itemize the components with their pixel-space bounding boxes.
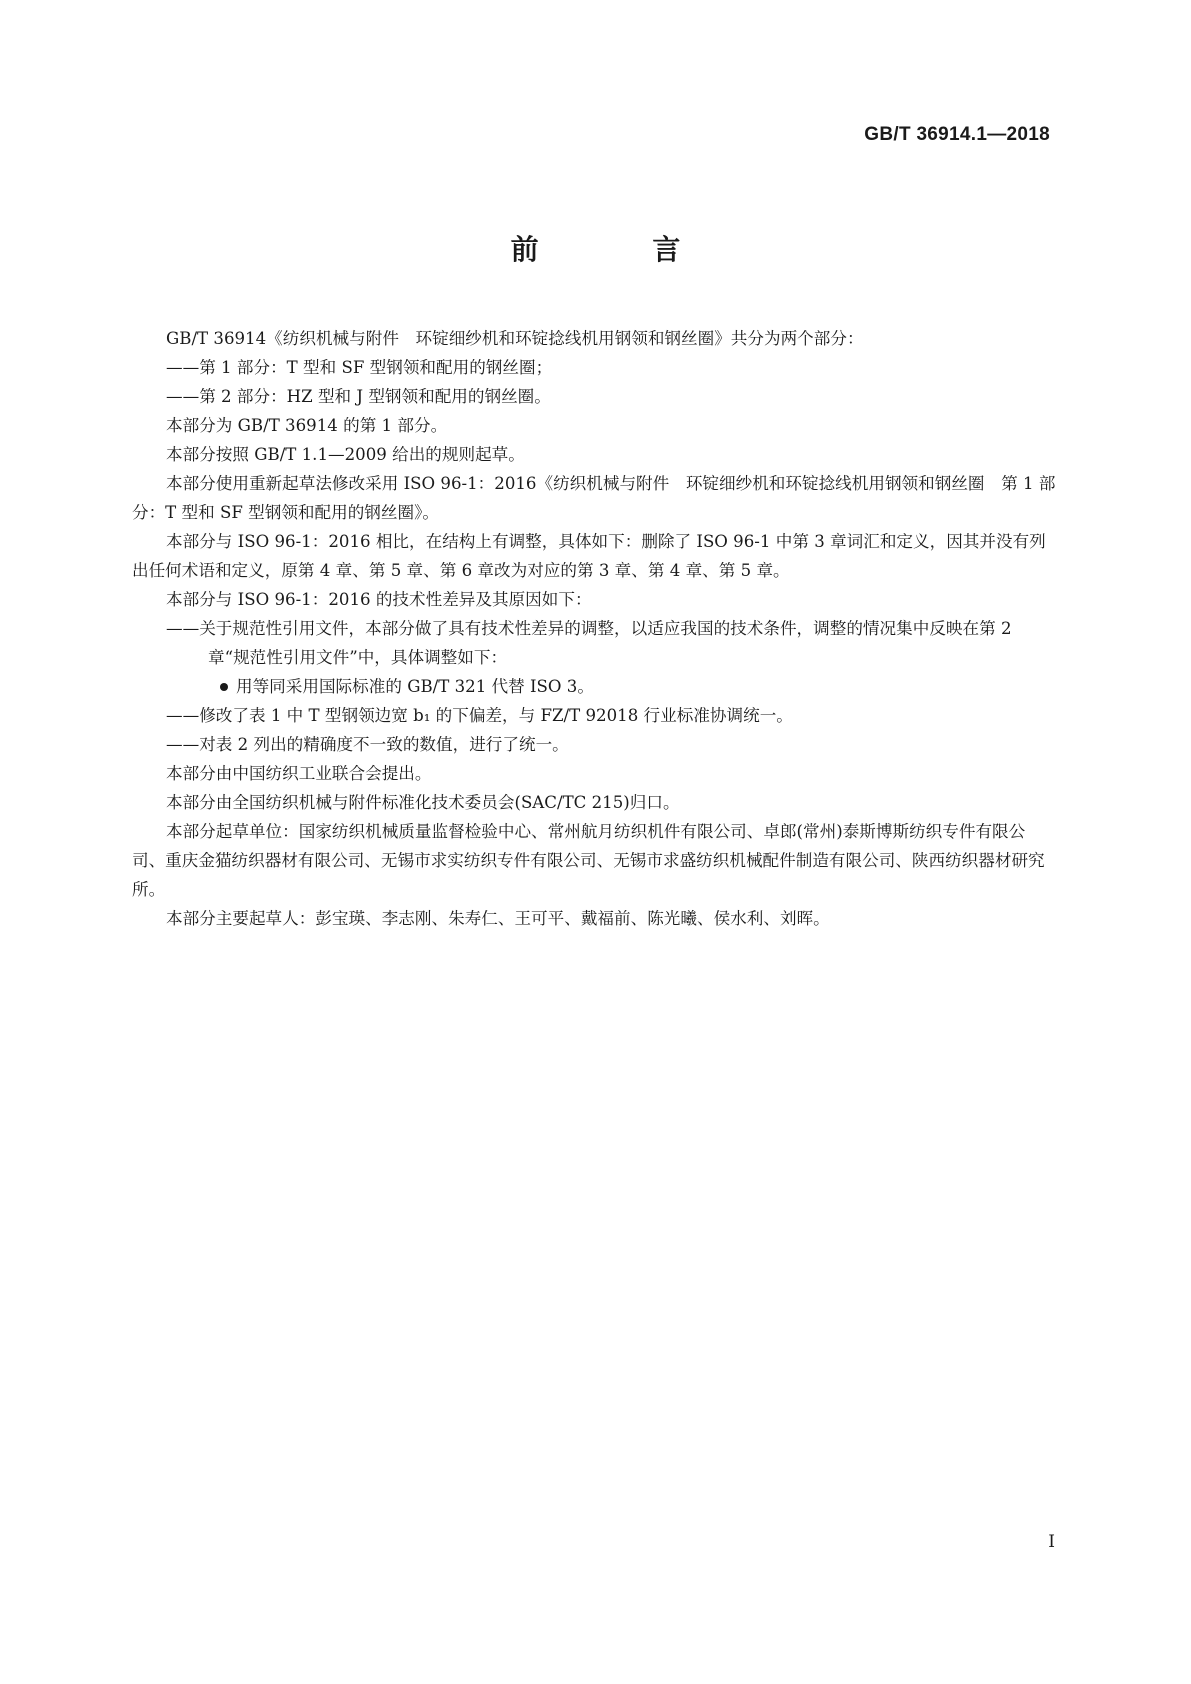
list-item-table-2-change: ——对表 2 列出的精确度不一致的数值，进行了统一。 — [166, 735, 569, 754]
bullet-item — [132, 672, 1057, 701]
paragraph-adoption: 本部分使用重新起草法修改采用 ISO 96-1：2016《纺织机械与附件 环锭细纱机和环锭捻线机用钢领和钢丝圈 第 1 部分：T 型和 SF 型钢领和配用的钢丝圈》。 — [132, 474, 1056, 522]
page-number: I — [1048, 1532, 1055, 1552]
bullet-text: 用等同采用国际标准的 GB/T 321 代替 ISO 3。 — [236, 677, 594, 696]
list-item-part-1: ——第 1 部分：T 型和 SF 型钢领和配用的钢丝圈； — [166, 358, 553, 377]
paragraph-parts-intro: GB/T 36914《纺织机械与附件 环锭细纱机和环锭捻线机用钢领和钢丝圈》共分为两个部分： — [166, 329, 864, 348]
bullet-icon — [220, 683, 228, 691]
standard-code: GB/T 36914.1—2018 — [864, 124, 1050, 145]
paragraph-structure-changes: 本部分与 ISO 96-1：2016 相比，在结构上有调整，具体如下：删除了 ISO 96-1 中第 3 章词汇和定义，因其并没有列出任何术语和定义，原第 4 章、第 5 章、第 6 章改为对应的第 3 章、第 4 章、第 5 章。 — [132, 532, 1046, 580]
paragraph-proposer: 本部分由中国纺织工业联合会提出。 — [166, 764, 432, 783]
list-item-table-1-change: ——修改了表 1 中 T 型钢领边宽 b₁ 的下偏差，与 FZ/T 92018 行业标准协调统一。 — [166, 706, 793, 725]
list-item-part-2: ——第 2 部分：HZ 型和 J 型钢领和配用的钢丝圈。 — [166, 387, 551, 406]
paragraph-drafting-units: 本部分起草单位：国家纺织机械质量监督检验中心、常州航月纺织机件有限公司、卓郎(常州)泰斯博斯纺织专件有限公司、重庆金猫纺织器材有限公司、无锡市求实纺织专件有限公司、无锡市求盛纺织机械配件制造有限公司、陕西纺织器材研究所。 — [132, 822, 1045, 899]
paragraph-technical-differences: 本部分与 ISO 96-1：2016 的技术性差异及其原因如下： — [166, 590, 592, 609]
paragraph-committee: 本部分由全国纺织机械与附件标准化技术委员会(SAC/TC 215)归口。 — [166, 793, 680, 812]
paragraph-drafting-rules: 本部分按照 GB/T 1.1—2009 给出的规则起草。 — [166, 445, 525, 464]
paragraph-part-statement: 本部分为 GB/T 36914 的第 1 部分。 — [166, 416, 448, 435]
paragraph-drafters: 本部分主要起草人：彭宝瑛、李志刚、朱寿仁、王可平、戴福前、陈光曦、侯水利、刘晖。 — [166, 909, 830, 928]
foreword-body — [132, 324, 1057, 933]
list-item-normative-references: ——关于规范性引用文件，本部分做了具有技术性差异的调整，以适应我国的技术条件，调整的情况集中反映在第 2 章“规范性引用文件”中，具体调整如下： — [166, 619, 1012, 667]
page-title: 前 言 — [510, 233, 733, 266]
